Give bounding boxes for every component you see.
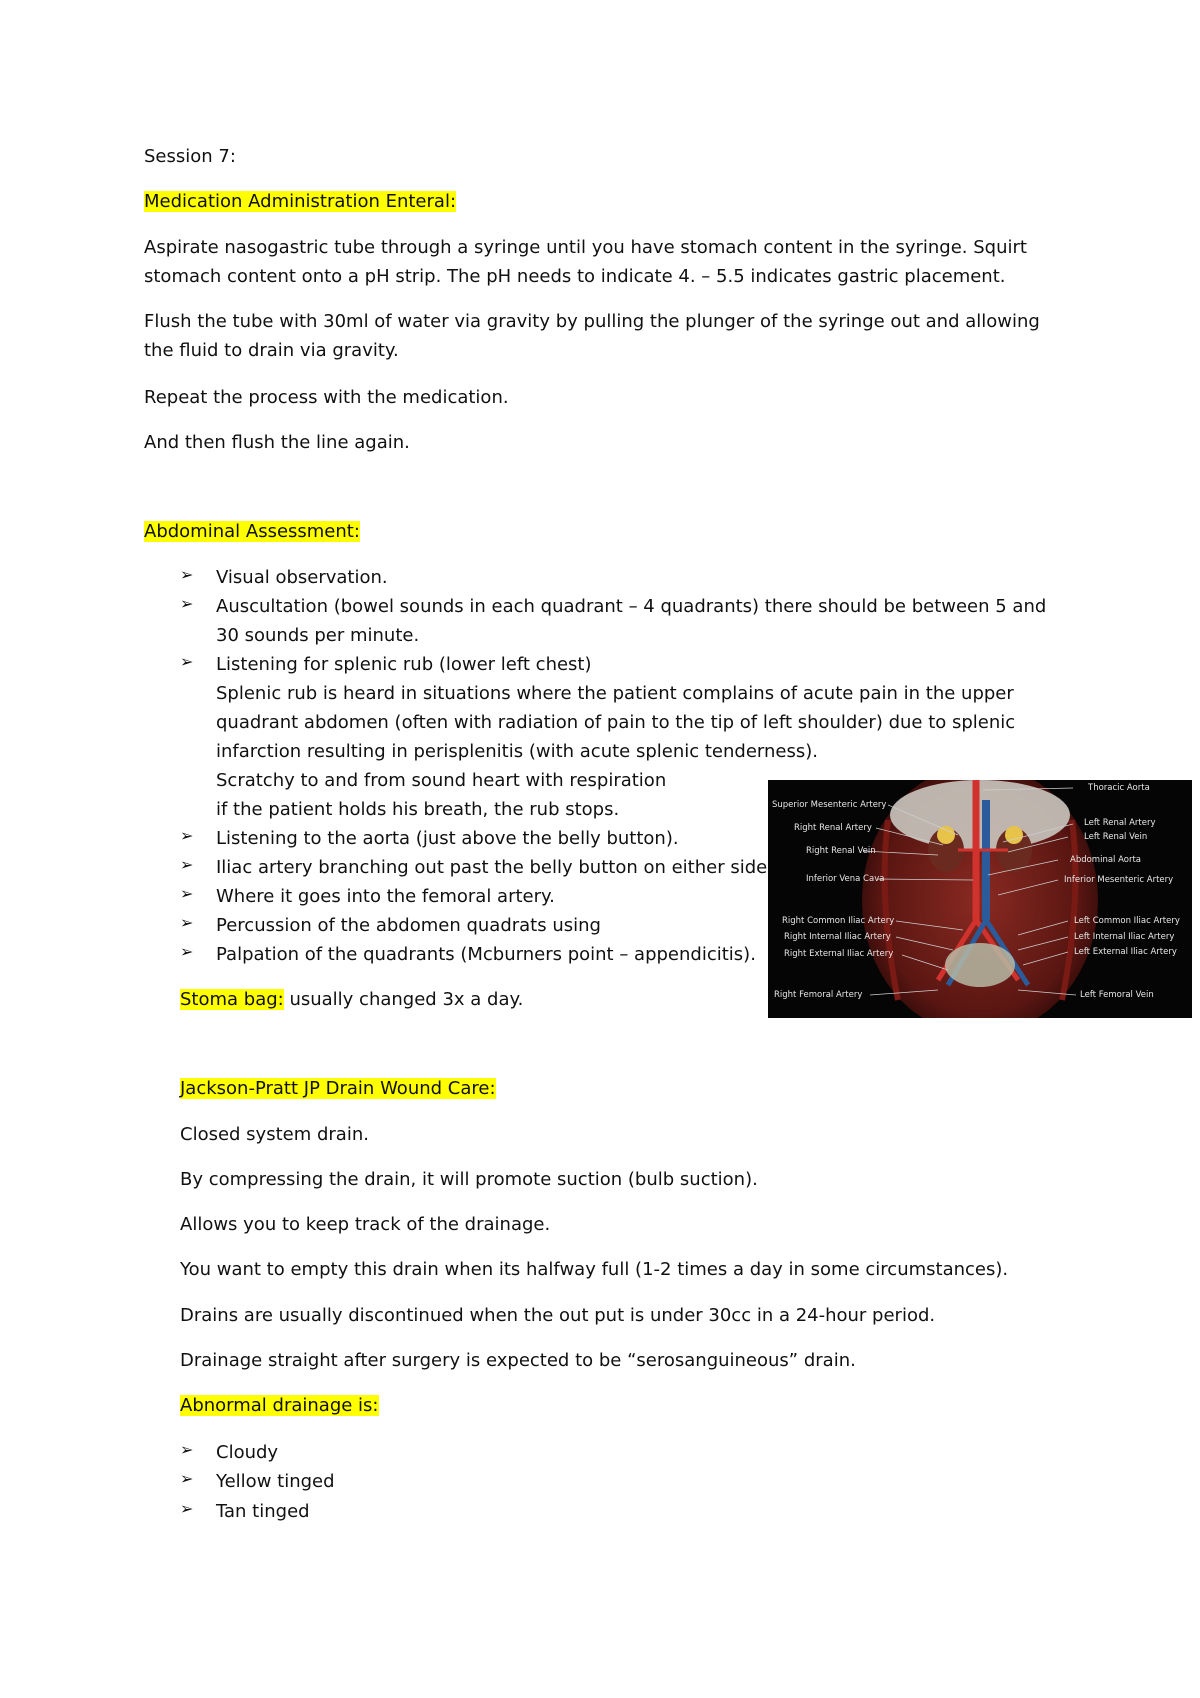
figure-label: Right Renal Artery	[794, 823, 872, 833]
enteral-p4: And then flush the line again.	[144, 432, 410, 453]
abdominal-item: Palpation of the quadrants (Mcburners point – appendicitis).	[216, 944, 756, 965]
jp-heading-text: Jackson-Pratt JP Drain Wound Care:	[180, 1078, 496, 1099]
figure-label: Right Femoral Artery	[774, 990, 863, 1000]
enteral-p1-line1: Aspirate nasogastric tube through a syringe until you have stomach content in the syringe. Squirt	[144, 237, 1027, 258]
abdominal-item: Where it goes into the femoral artery.	[216, 886, 555, 907]
enteral-p1-line2: stomach content onto a pH strip. The pH needs to indicate 4. – 5.5 indicates gastric placement.	[144, 266, 1006, 287]
arrow-bullet-icon: ➢	[180, 565, 194, 584]
enteral-p3: Repeat the process with the medication.	[144, 387, 509, 408]
abdominal-item-cont: if the patient holds his breath, the rub stops.	[216, 799, 620, 820]
figure-label: Left Renal Vein	[1084, 832, 1148, 842]
arrow-bullet-icon: ➢	[180, 942, 194, 961]
abnormal-item: Cloudy	[216, 1442, 279, 1463]
abdominal-item-cont: Scratchy to and from sound heart with respiration	[216, 770, 667, 791]
figure-label: Superior Mesenteric Artery	[772, 800, 887, 810]
abdominal-vessels-figure	[768, 780, 1192, 1018]
figure-label: Right External Iliac Artery	[784, 949, 894, 959]
enteral-heading-text: Medication Administration Enteral:	[144, 191, 457, 212]
abdominal-heading	[144, 520, 360, 544]
stoma-text: usually changed 3x a day.	[283, 989, 524, 1010]
arrow-bullet-icon: ➢	[180, 855, 194, 874]
enteral-p2-line1: Flush the tube with 30ml of water via gravity by pulling the plunger of the syringe out and allowing	[144, 311, 1040, 332]
jp-line: You want to empty this drain when its halfway full (1-2 times a day in some circumstances).	[180, 1259, 1009, 1280]
abdominal-item: Visual observation.	[216, 567, 388, 588]
arrow-bullet-icon: ➢	[180, 1469, 194, 1488]
figure-label: Inferior Vena Cava	[806, 874, 885, 884]
abnormal-item: Tan tinged	[216, 1501, 310, 1522]
abdominal-item-cont: quadrant abdomen (often with radiation of pain to the tip of left shoulder) due to splenic	[216, 712, 1016, 733]
abdominal-item-cont: 30 sounds per minute.	[216, 625, 420, 646]
figure-label: Inferior Mesenteric Artery	[1064, 875, 1174, 885]
abdominal-item: Auscultation (bowel sounds in each quadrant – 4 quadrants) there should be between 5 and	[216, 596, 1047, 617]
figure-label: Left Renal Artery	[1084, 818, 1156, 828]
abdominal-item: Percussion of the abdomen quadrats using	[216, 915, 601, 936]
figure-label: Abdominal Aorta	[1070, 855, 1142, 865]
jp-line: Closed system drain.	[180, 1124, 369, 1145]
enteral-p2-line2: the fluid to drain via gravity.	[144, 340, 399, 361]
abnormal-item: Yellow tinged	[216, 1471, 335, 1492]
figure-label: Left Femoral Vein	[1080, 990, 1154, 1000]
enteral-heading	[144, 190, 456, 214]
session-title: Session 7:	[144, 146, 236, 167]
figure-label: Right Internal Iliac Artery	[784, 932, 891, 942]
figure-label: Left Internal Iliac Artery	[1074, 932, 1175, 942]
figure-label: Right Renal Vein	[806, 846, 876, 856]
figure-label: Left External Iliac Artery	[1074, 947, 1177, 957]
abdominal-item: Listening to the aorta (just above the belly button).	[216, 828, 679, 849]
figure-label: Left Common Iliac Artery	[1074, 916, 1180, 926]
abdominal-heading-text: Abdominal Assessment:	[144, 521, 360, 542]
abnormal-heading	[180, 1394, 379, 1418]
abdominal-item-cont: Splenic rub is heard in situations where the patient complains of acute pain in the upper	[216, 683, 1014, 704]
arrow-bullet-icon: ➢	[180, 913, 194, 932]
figure-label: Thoracic Aorta	[1088, 783, 1150, 793]
stoma-label: Stoma bag:	[180, 989, 284, 1010]
jp-line: Drainage straight after surgery is expected to be “serosanguineous” drain.	[180, 1350, 856, 1371]
abdominal-item: Iliac artery branching out past the belly button on either side	[216, 857, 768, 878]
abdominal-item-cont: infarction resulting in perisplenitis (with acute splenic tenderness).	[216, 741, 818, 762]
abnormal-heading-text: Abnormal drainage is:	[180, 1395, 379, 1416]
figure-label: Right Common Iliac Artery	[782, 916, 895, 926]
arrow-bullet-icon: ➢	[180, 826, 194, 845]
stoma-line	[180, 988, 523, 1012]
jp-line: Allows you to keep track of the drainage.	[180, 1214, 551, 1235]
jp-line: Drains are usually discontinued when the out put is under 30cc in a 24-hour period.	[180, 1305, 936, 1326]
abdominal-item: Listening for splenic rub (lower left chest)	[216, 654, 592, 675]
jp-heading	[180, 1077, 496, 1101]
arrow-bullet-icon: ➢	[180, 594, 194, 613]
arrow-bullet-icon: ➢	[180, 1440, 194, 1459]
arrow-bullet-icon: ➢	[180, 1499, 194, 1518]
arrow-bullet-icon: ➢	[180, 652, 194, 671]
anatomy-illustration	[768, 780, 1192, 1018]
arrow-bullet-icon: ➢	[180, 884, 194, 903]
jp-line: By compressing the drain, it will promote suction (bulb suction).	[180, 1169, 758, 1190]
